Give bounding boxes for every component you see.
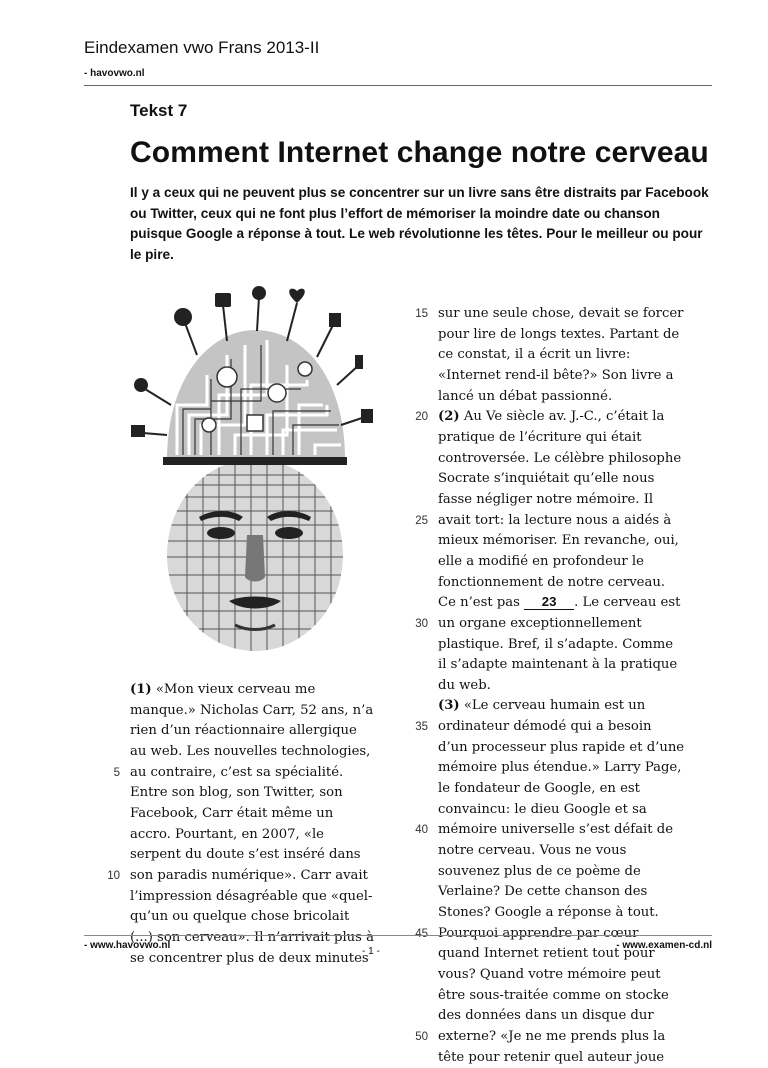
line-text: rien d’un réactionnaire allergique	[130, 723, 357, 739]
line-text: Au Ve siècle av. J.-C., c’était la	[459, 409, 665, 425]
line-text: du web.	[438, 677, 491, 693]
line-text: l’impression désagréable que «quel-	[130, 888, 373, 904]
text-line	[438, 800, 718, 821]
line-text: serpent du doute s’est inséré dans	[130, 847, 361, 863]
line-text: d’un processeur plus rapide et d’une	[438, 739, 685, 755]
line-text: mémoire plus étendue.» Larry Page,	[438, 760, 682, 776]
text-line	[438, 573, 718, 594]
line-text: pratique de l’écriture qui était	[438, 429, 642, 445]
line-text: des données dans un disque dur	[438, 1008, 654, 1024]
text-line	[415, 407, 718, 428]
footer-examen-link[interactable]: - www.examen-cd.nl	[616, 940, 712, 951]
text-line	[130, 721, 398, 742]
text-line	[438, 387, 718, 408]
line-text: au web. Les nouvelles technologies,	[130, 743, 371, 759]
line-text: «Internet rend-il bête?» Son livre a	[438, 367, 674, 383]
text-line	[415, 820, 718, 841]
line-text: il s’adapte maintenant à la pratique	[438, 657, 678, 673]
article-title: Comment Internet change notre cerveau	[130, 136, 709, 169]
text-line	[130, 742, 398, 763]
text-line	[415, 511, 718, 532]
line-text: «Mon vieux cerveau me	[151, 682, 316, 697]
text-line	[438, 882, 718, 903]
line-text: accro. Pourtant, en 2007, «le	[130, 826, 324, 842]
text-line	[438, 903, 718, 924]
line-number: 25	[415, 514, 428, 527]
exam-title: Eindexamen vwo Frans 2013-II	[84, 38, 320, 57]
text-line	[130, 783, 398, 804]
line-text: tête pour retenir quel auteur joue	[438, 1049, 665, 1065]
line-number: 30	[415, 617, 428, 630]
line-text: son paradis numérique». Carr avait	[130, 867, 368, 883]
line-text: Verlaine? De cette chanson des	[438, 884, 648, 900]
text-line	[438, 345, 718, 366]
text-line	[130, 907, 398, 928]
line-text: ordinateur démodé qui a besoin	[438, 719, 652, 735]
line-text: vous? Quand votre mémoire peut	[438, 967, 661, 982]
text-line	[438, 325, 718, 346]
text-line	[130, 949, 398, 970]
line-text: Entre son blog, son Twitter, son	[130, 785, 343, 801]
line-number: 35	[415, 721, 428, 734]
text-line	[438, 676, 718, 697]
text-line	[130, 680, 398, 701]
line-text: Ce n’est pas	[438, 595, 525, 611]
text-line	[130, 825, 398, 846]
line-text: Socrate s’inquiétait qu’elle nous	[438, 471, 655, 487]
line-number: 5	[113, 766, 120, 779]
text-line	[438, 490, 718, 511]
article-column-right	[415, 304, 718, 1068]
gap-number-23: 23	[524, 595, 574, 610]
line-text: fasse négliger notre mémoire. Il	[438, 491, 654, 507]
line-text: manque.» Nicholas Carr, 52 ans, n’a	[130, 702, 374, 718]
line-text: Facebook, Carr était même un	[130, 805, 334, 821]
paragraph-number: (2)	[438, 409, 460, 425]
line-text: qu’un ou quelque chose bricolait	[130, 909, 350, 925]
line-text: quand Internet retient tout pour	[438, 946, 655, 962]
line-text: mémoire universelle s’est défait de	[438, 822, 674, 838]
line-text: souvenez plus de ce poème de	[438, 863, 641, 879]
line-number: 20	[415, 411, 428, 424]
header-divider	[84, 85, 712, 86]
text-line	[438, 635, 718, 656]
text-line	[130, 845, 398, 866]
line-text: externe? «Je ne me prends plus la	[438, 1028, 666, 1044]
line-text: «Le cerveau humain est un	[459, 698, 646, 714]
text-line	[415, 1027, 718, 1048]
text-line	[130, 804, 398, 825]
text-line	[438, 428, 718, 449]
article-intro: Il y a ceux qui ne peuvent plus se concentrer sur un livre sans être distraits par Facebook ou Twitter, ceux qui ne font plus l’effort de mémoriser la moindre date ou chanson puisque Google a réponse à tout. Le web révolutionne les têtes. Pour le meilleur ou pour le pire.	[130, 185, 709, 262]
text-line	[438, 366, 718, 387]
head-circuit-illustration	[127, 285, 377, 653]
line-text: plastique. Bref, il s’adapte. Comme	[438, 636, 674, 652]
line-text: lancé un débat passionné.	[438, 388, 613, 404]
text-line	[438, 862, 718, 883]
text-line	[438, 986, 718, 1007]
text-line	[438, 738, 718, 759]
line-number: 15	[415, 308, 428, 320]
line-number: 40	[415, 824, 428, 837]
page-number: - 1 -	[362, 946, 380, 957]
line-text: Stones? Google a réponse à tout.	[438, 905, 659, 921]
text-label: Tekst 7	[130, 101, 188, 120]
line-text: notre cerveau. Vous ne vous	[438, 843, 627, 859]
text-line	[438, 965, 718, 986]
text-line	[438, 779, 718, 800]
line-text: Pourquoi apprendre par cœur	[438, 925, 639, 941]
line-text: convaincu: le dieu Google et sa	[438, 801, 647, 817]
text-line	[438, 593, 718, 614]
line-number: 10	[107, 869, 120, 882]
text-line	[415, 614, 718, 635]
line-text: être sous-traitée comme on stocke	[438, 987, 669, 1003]
header-site-link[interactable]: - havovwo.nl	[84, 68, 145, 79]
text-line	[130, 701, 398, 722]
footer-havovwo-link[interactable]: - www.havovwo.nl	[84, 940, 171, 951]
line-number: 45	[415, 927, 428, 940]
footer-divider	[84, 935, 712, 936]
line-text: sur une seule chose, devait se forcer	[438, 306, 684, 321]
line-text: controversée. Le célèbre philosophe	[438, 450, 682, 466]
text-line	[438, 655, 718, 676]
paragraph-number: (1)	[130, 682, 152, 697]
text-line	[438, 841, 718, 862]
text-line	[415, 717, 718, 738]
line-number: 50	[415, 1030, 428, 1043]
line-text: ce constat, il a écrit un livre:	[438, 347, 631, 363]
line-text: au contraire, c’est sa spécialité.	[130, 764, 344, 780]
text-line	[130, 887, 398, 908]
text-line	[438, 696, 718, 717]
line-text: mieux mémoriser. En revanche, oui,	[438, 533, 679, 549]
text-line	[438, 552, 718, 573]
text-line	[438, 758, 718, 779]
line-text: pour lire de longs textes. Partant de	[438, 326, 680, 342]
text-line	[438, 1048, 718, 1068]
line-text: (...) son cerveau». Il n’arrivait plus à	[130, 929, 374, 945]
text-line	[107, 866, 398, 887]
text-line	[415, 304, 718, 325]
line-text: fonctionnement de notre cerveau.	[438, 574, 666, 590]
line-text: . Le cerveau est	[574, 595, 681, 611]
paragraph-number: (3)	[438, 698, 460, 714]
text-line	[438, 1006, 718, 1027]
line-text: un organe exceptionnellement	[438, 615, 642, 631]
text-line	[113, 763, 398, 784]
line-text: elle a modifié en profondeur le	[438, 553, 644, 569]
text-line	[438, 531, 718, 552]
line-text: se concentrer plus de deux minutes	[130, 950, 369, 966]
text-line	[438, 469, 718, 490]
line-text: le fondateur de Google, en est	[438, 781, 640, 797]
text-line	[438, 449, 718, 470]
line-text: avait tort: la lecture nous a aidés à	[438, 512, 672, 528]
